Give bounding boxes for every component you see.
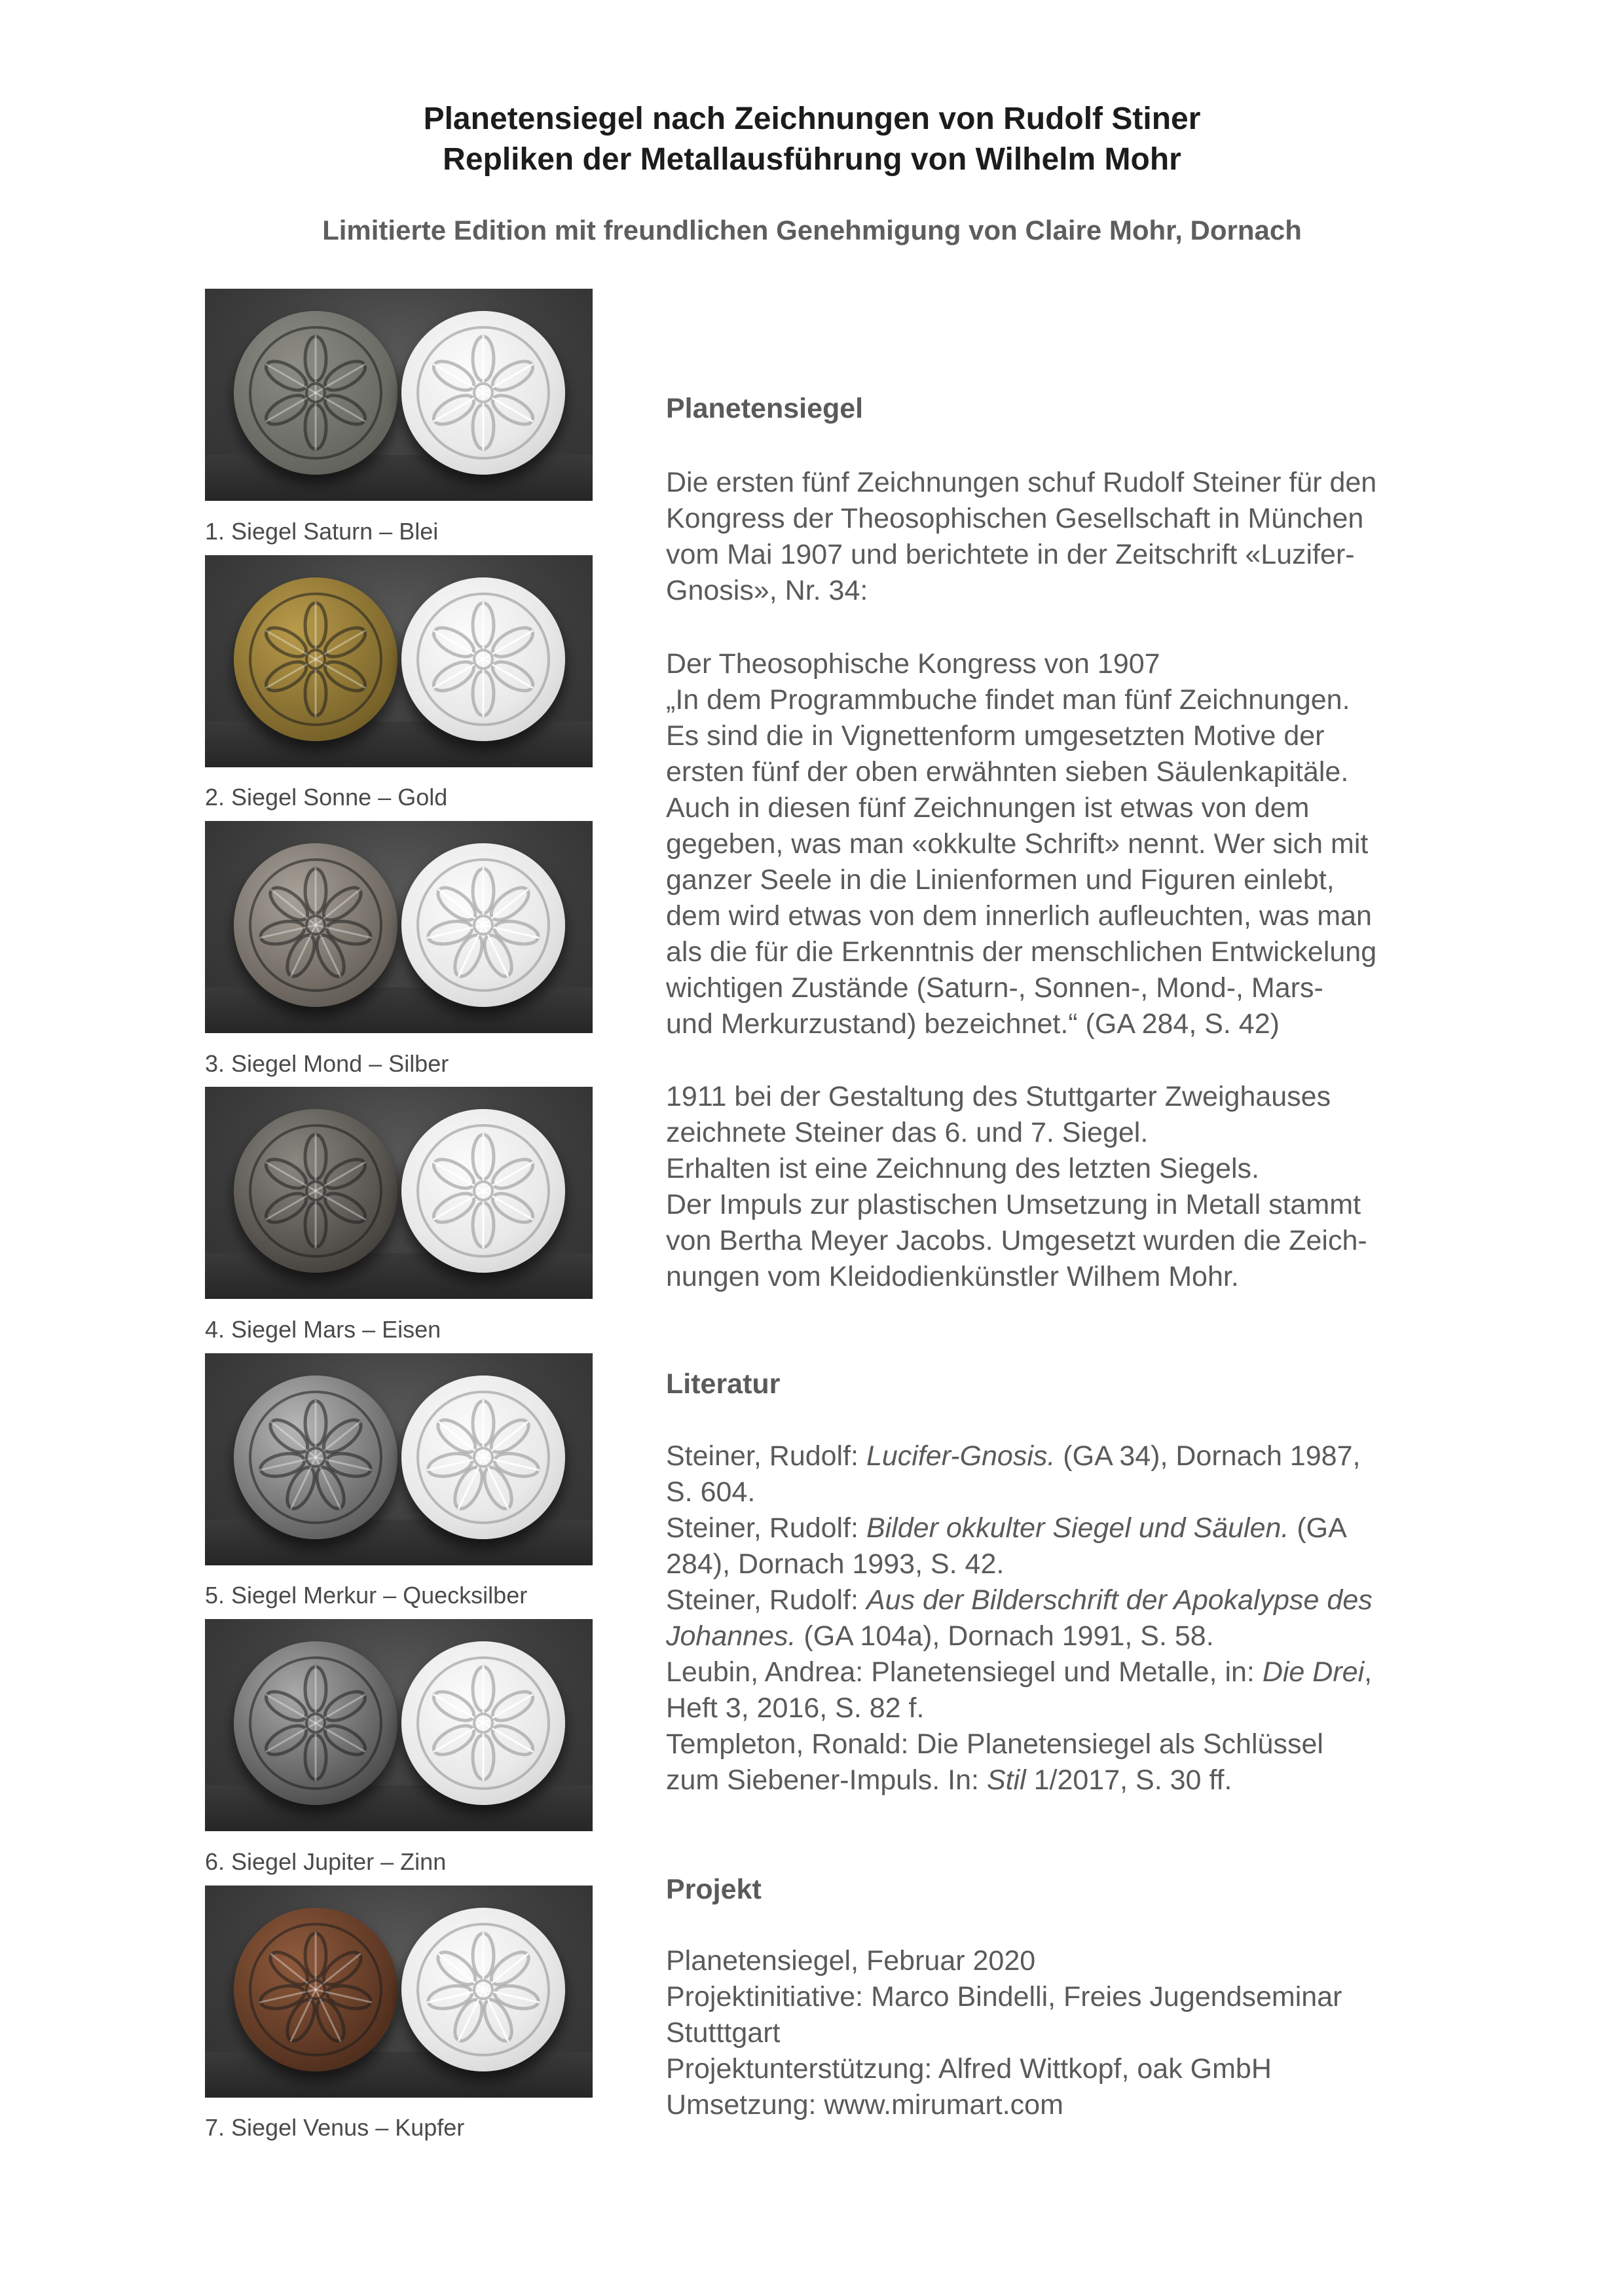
literatur-text: S. 604.: [666, 1476, 756, 1508]
text-line: Auch in diesen fünf Zeichnungen ist etwas von dem: [666, 792, 1310, 824]
plaster-seal-image: [401, 1109, 565, 1273]
seal-photo: [205, 821, 593, 1033]
literatur-text: Leubin, Andrea: Planetensiegel und Metalle, in:: [666, 1656, 1263, 1688]
literatur-line: [666, 1510, 1485, 1546]
literatur-text: Heft 3, 2016, S. 82 f.: [666, 1692, 925, 1724]
text-line: Der Theosophische Kongress von 1907: [666, 648, 1160, 680]
text-line: Stutttgart: [666, 2017, 781, 2049]
text-line: Es sind die in Vignettenform umgesetzten Motive der: [666, 720, 1325, 752]
text-line: Die ersten fünf Zeichnungen schuf Rudolf Steiner für den: [666, 467, 1377, 498]
text-line: zeichnete Steiner das 6. und 7. Siegel.: [666, 1117, 1149, 1148]
plaster-seal-image: [401, 843, 565, 1007]
literatur-title: Aus der Bilderschrift der Apokalypse des: [866, 1584, 1373, 1616]
text-line: Kongress der Theosophischen Gesellschaft in München: [666, 503, 1364, 534]
planetensiegel-paragraph-2: [666, 646, 1485, 1042]
literatur-line: [666, 1474, 1485, 1510]
text-line: vom Mai 1907 und berichtete in der Zeitschrift «Luzifer-: [666, 539, 1355, 570]
text-line: von Bertha Meyer Jacobs. Umgesetzt wurden die Zeich-: [666, 1225, 1367, 1256]
seal-caption: 1. Siegel Saturn – Blei: [205, 518, 439, 545]
text-line: Gnosis», Nr. 34:: [666, 575, 868, 606]
seal-caption: 5. Siegel Merkur – Quecksilber: [205, 1582, 528, 1609]
literatur-text: (GA 34), Dornach 1987,: [1055, 1440, 1361, 1472]
plaster-seal-image: [401, 311, 565, 475]
seal-photo: [205, 1886, 593, 2098]
seal-photo: [205, 1087, 593, 1299]
projekt-details: [666, 1943, 1485, 2123]
literatur-text: 1/2017, S. 30 ff.: [1025, 1764, 1232, 1796]
text-line: gegeben, was man «okkulte Schrift» nennt. Wer sich mit: [666, 828, 1369, 860]
literatur-text: ,: [1364, 1656, 1373, 1688]
title-line-2: Repliken der Metallausführung von Wilhelm Mohr: [443, 142, 1181, 177]
text-line: Projektinitiative: Marco Bindelli, Freies Jugendseminar: [666, 1981, 1342, 2013]
seal-caption: 4. Siegel Mars – Eisen: [205, 1316, 441, 1343]
metal-seal-image: [234, 1641, 397, 1805]
literatur-title: Die Drei: [1262, 1656, 1365, 1688]
text-line: 1911 bei der Gestaltung des Stuttgarter Zweighauses: [666, 1081, 1331, 1112]
metal-seal-image: [234, 1109, 397, 1273]
literatur-line: [666, 1582, 1485, 1618]
literatur-text: Steiner, Rudolf:: [666, 1440, 866, 1472]
metal-seal-image: [234, 1908, 397, 2071]
metal-seal-image: [234, 311, 397, 475]
heading-projekt: Projekt: [666, 1874, 762, 1905]
text-line: Der Impuls zur plastischen Umsetzung in Metall stammt: [666, 1189, 1361, 1220]
text-line: und Merkurzustand) bezeichnet.“ (GA 284, S. 42): [666, 1008, 1280, 1040]
text-line: Erhalten ist eine Zeichnung des letzten Siegels.: [666, 1153, 1259, 1184]
text-line: nungen vom Kleidodienkünstler Wilhem Mohr.: [666, 1261, 1239, 1292]
plaster-seal-image: [401, 1908, 565, 2071]
text-line: Planetensiegel, Februar 2020: [666, 1945, 1036, 1977]
seal-caption: 2. Siegel Sonne – Gold: [205, 784, 448, 811]
website-link[interactable]: Umsetzung: www.mirumart.com: [666, 2089, 1063, 2121]
metal-seal-image: [234, 577, 397, 741]
literatur-line: [666, 1762, 1485, 1798]
text-line: als die für die Erkenntnis der menschlichen Entwickelung: [666, 936, 1377, 968]
heading-literatur: Literatur: [666, 1368, 781, 1400]
text-line: ganzer Seele in die Linienformen und Figuren einlebt,: [666, 864, 1335, 896]
seal-photo: [205, 289, 593, 501]
plaster-seal-image: [401, 1641, 565, 1805]
seal-photo: [205, 555, 593, 767]
literatur-list: [666, 1438, 1485, 1798]
text-line: dem wird etwas von dem innerlich aufleuchten, was man: [666, 900, 1372, 932]
literatur-title: Stil: [986, 1764, 1026, 1796]
text-line: ersten fünf der oben erwähnten sieben Säulenkapitäle.: [666, 756, 1349, 788]
literatur-text: 284), Dornach 1993, S. 42.: [666, 1548, 1005, 1580]
text-line: Projektunterstützung: Alfred Wittkopf, oak GmbH: [666, 2053, 1272, 2085]
literatur-line: [666, 1546, 1485, 1582]
planetensiegel-paragraph-3: [666, 1079, 1485, 1295]
literatur-text: (GA: [1289, 1512, 1347, 1544]
plaster-seal-image: [401, 577, 565, 741]
seal-caption: 6. Siegel Jupiter – Zinn: [205, 1848, 447, 1875]
literatur-title: Bilder okkulter Siegel und Säulen.: [866, 1512, 1289, 1544]
seal-caption: 3. Siegel Mond – Silber: [205, 1050, 449, 1077]
literatur-line: [666, 1654, 1485, 1690]
literatur-line: [666, 1438, 1485, 1474]
literatur-text: zum Siebener-Impuls. In:: [666, 1764, 987, 1796]
seal-caption: 7. Siegel Venus – Kupfer: [205, 2114, 465, 2141]
literatur-text: (GA 104a), Dornach 1991, S. 58.: [796, 1620, 1214, 1652]
literatur-line: [666, 1726, 1485, 1762]
seal-photo: [205, 1619, 593, 1831]
subtitle: Limitierte Edition mit freundlichen Genehmigung von Claire Mohr, Dornach: [322, 215, 1302, 246]
literatur-text: Templeton, Ronald: Die Planetensiegel als Schlüssel: [666, 1728, 1323, 1760]
metal-seal-image: [234, 1376, 397, 1539]
seal-photo: [205, 1353, 593, 1565]
plaster-seal-image: [401, 1376, 565, 1539]
title-line-1: Planetensiegel nach Zeichnungen von Rudolf Stiner: [423, 101, 1201, 136]
literatur-text: Steiner, Rudolf:: [666, 1512, 866, 1544]
literatur-text: Steiner, Rudolf:: [666, 1584, 866, 1616]
metal-seal-image: [234, 843, 397, 1007]
text-line: wichtigen Zustände (Saturn-, Sonnen-, Mond-, Mars-: [666, 972, 1323, 1004]
literatur-title: Johannes.: [666, 1620, 796, 1652]
literatur-line: [666, 1690, 1485, 1726]
literatur-line: [666, 1618, 1485, 1654]
planetensiegel-paragraph-1: [666, 465, 1485, 609]
heading-planetensiegel: Planetensiegel: [666, 393, 864, 424]
text-line: „In dem Programmbuche findet man fünf Zeichnungen.: [666, 684, 1350, 716]
literatur-title: Lucifer-Gnosis.: [866, 1440, 1056, 1472]
